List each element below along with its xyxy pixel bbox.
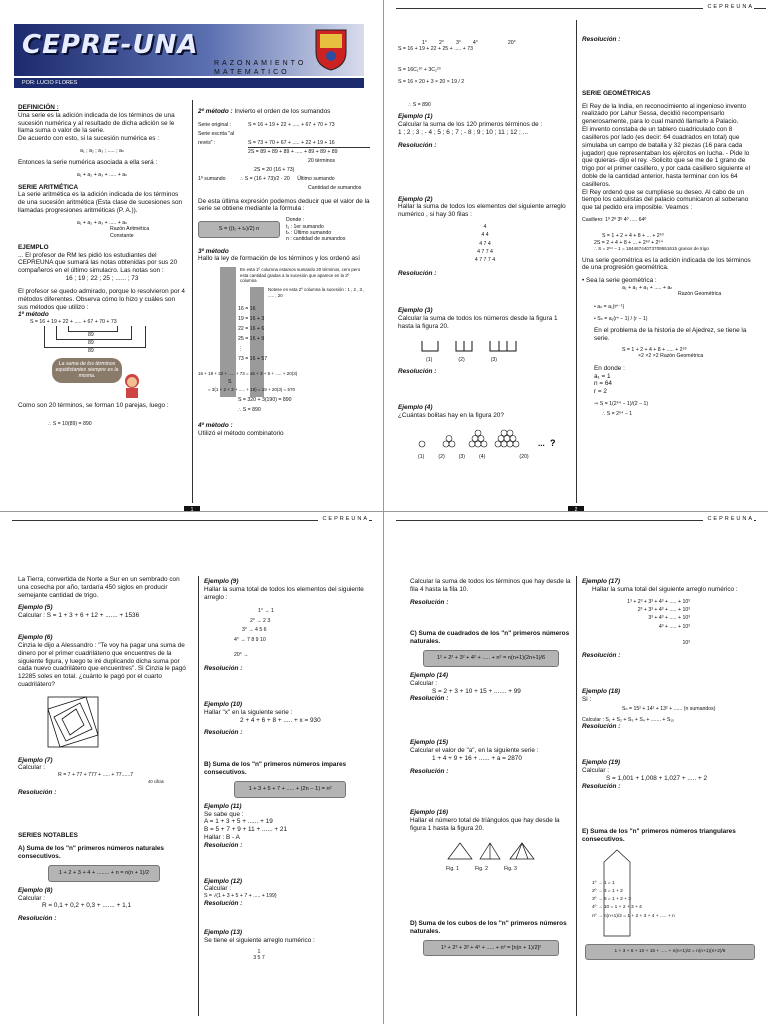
ej17-title: Ejemplo (17): [582, 578, 620, 585]
ej14-title: Ejemplo (14): [410, 671, 448, 679]
ej16-figures: [444, 839, 572, 866]
notables-title: SERIES NOTABLES: [18, 832, 78, 840]
ej16-title: Ejemplo (16): [410, 809, 448, 817]
m3-text: Hallo la ley de formación de los términos y los ordenó así: [198, 255, 360, 263]
ej14-res: Resolución :: [410, 695, 449, 703]
b-title: B) Suma de los "n" primeros números impares consecutivos.: [204, 761, 347, 777]
m2-formula: S = ((t₁ + tₙ)/2) n: [198, 221, 280, 238]
ej10-res: Resolución :: [204, 729, 243, 737]
top-sum-block: 1° 2° 3° 4° 20° S = 16 + 19 + 22 + 25 + ..... + 73 S = 16C₁²⁰ + 3C₂²⁰ S = 16 × 20 + 3 × 20 × 19 / 2: [398, 40, 516, 86]
ej18-res: Resolución :: [582, 723, 621, 731]
page-1: [0, 0, 384, 512]
d-title: D) Suma de los cubos de los "n" primeros números naturales.: [410, 919, 567, 935]
ej2-res: Resolución :: [398, 269, 437, 277]
ej9-title: Ejemplo (9): [204, 578, 239, 585]
m3-title: 3º método: [198, 247, 229, 255]
arit-note: Razón Aritmética Constante: [110, 226, 150, 239]
ej19-res: Resolución :: [582, 782, 621, 790]
ej3-figures: [420, 337, 572, 357]
def-text2: De acuerdo con esto, si la sucesión numérica es :: [18, 135, 160, 143]
ej-text2: El profesor se quedo admirado, porque lo resolvieron por 4 métodos diferentes. Observa cómo lo hizo y cuáles son sus métodos que utilizo :: [18, 287, 185, 311]
author-bar: [14, 78, 364, 88]
d-formula: 1³ + 2³ + 3³ + 4³ + ..... + n³ = [n(n + 1)/2]²: [423, 940, 559, 957]
top-res: Resolución :: [582, 36, 621, 43]
m2-formula-row: S = ((t₁ + tₙ)/2) n Donde : t₁ : 1er sumando tₙ : Último sumando n : cantidad de sumandos: [198, 217, 370, 242]
ej11-title: Ejemplo (11): [204, 802, 242, 810]
arit-formula: a₁ + a₂ + a₃ + ..... + aₙ: [76, 219, 128, 226]
m3-diagram: En esta 1º columna estamos sumando 20 términos, cero pero esta cantidad gradas a la sucesión que aparece en la 2º columna Notese en esta 2º columna la sucesión : 1 , 2 , 3 , ..... , 20 16 = 16 19 = 16 + 3 22 = 16 + 6 25 = 16 + 9 ⋮ 73 = 16 + 57 16 + 19 + 22 + ..... + 73 = 16 + 3 + 6 + ..... + 20(3) S = 3(1 + 2 + 3 + ..... + 19) = 19 + 20(3) = 570 S = 320 + 3(190) = 890 ∴ S = 890: [198, 267, 365, 414]
ej17-res: Resolución :: [582, 652, 621, 660]
author: POR: LUCIO FLORES: [22, 80, 78, 86]
svg-text:?: ?: [550, 437, 556, 448]
page-4: CEPREUNA Calcular la suma de todos los términos que hay desde la fila 4 hasta la fila 10. Resolución : C) Suma de cuadrados de los "n" primeros números naturales. 1² + 2² + 3² + 4² + ..... + n² = n(n+1)(2n+1)/6 Ejemplo (14) Calcular : S = 2 + 3 + 10 + 15 + ....... + 99 Resolución : Ejemplo (15) Calcular el valor de "a", en la siguiente serie : 1 + 4 + 9 + 16 + ...... + a = 2870 Resolución : Ejemplo (16) Hallar el número total de triángulos que hay desde la figura 1 hasta la figura 20. Fig. 1 Fig. 2 Fig. 3 D) Suma de los cubos de los "n" primeros números naturales. 1³ + 2³ + 3³ + 4³ + ..... + n³ = [n(n + 1)/2]² Ejemplo (17) Hallar la suma total del siguiente arreglo numérico : 1³ + 2³ + 3³ + 4³ + ..... + 10³ 2³ + 3³ + 4³ + ..... + 10³ 3³ + 4³ + ..... + 10³ 4³ + ..... + 10³ 10³ Resolución : Ejemplo (18) Si : Sₙ = 15² + 14² + 13² + ...... (n sumandos) Calcular : S₁ + S₂ + S₃ + S₄ + ....... + S₁₅ Resolución : Ejemplo (19) Calcular : S = 1,001 + 1,008 + 1,027 + ..... + 2 Resolución : E) Suma de los "n" primeros números triangulares consecutivos. 1º → 1 = 1 2º → 3 = 1 + 2 3º → 6 = 1 + 2 + 3 4º → 10 = 1 + 2 + 3 + 4 nº → n(n+1)/2 = 1 + 2 + 3 + 4 + ..... + n 1 + 3 + 6 + 10 + 15 + ..... + n(n+1)/2 = n(n+1)(n+2)/6: [384, 512, 768, 1024]
ej11-res: Resolución :: [204, 841, 243, 849]
m1-title: 1º método: [18, 311, 49, 319]
character-icon: [118, 372, 146, 405]
ej1-title: Ejemplo (1): [398, 113, 433, 121]
m4-text: Utilizó el método combinatorio: [198, 430, 284, 437]
ej9-array: 1° → 1 2° → 2 3 3° → 4 5 6 4° → 7 8 9 10 20° →: [234, 608, 274, 658]
ej2-array: 4 4 4 4 7 4 4 7 7 4 4 7 7 7 4: [474, 224, 496, 264]
a-title: A) Suma de los "n" primeros números naturales consecutivos.: [18, 845, 164, 861]
ej6-figure: [46, 695, 190, 752]
ej15-res: Resolución :: [410, 767, 449, 775]
m2-text: Invierto el orden de los sumandos: [234, 108, 331, 115]
ej7-title: Ejemplo (7): [18, 756, 53, 764]
m4-title: 4º método :: [198, 422, 233, 430]
m2-deduce: De esta última expresión podemos deducir que el valor de la serie se obtiene mediante la fórmula :: [198, 197, 370, 213]
header: CEPREUNA: [318, 516, 369, 523]
ej7-res: Resolución :: [18, 788, 57, 796]
arit-text: La serie aritmética es la adición indicada de los términos de una sucesión aritmética (Esta clase de sucesiones son llamadas progresiones aritméticas (P. A.)).: [18, 191, 183, 214]
arit-title: SERIE ARITMÉTICA: [18, 183, 79, 191]
svg-text:...: ...: [538, 438, 545, 448]
ej-notes: 16 ; 19 ; 22 ; 25 ; ...... ; 73: [65, 275, 139, 283]
header: CEPREUNA: [703, 516, 754, 523]
ej17-array: 1³ + 2³ + 3³ + 4³ + ..... + 10³ 2³ + 3³ + 4³ + ..... + 10³ 3³ + 4³ + ..... + 10³ 4³ + ..... + 10³ 10³: [627, 598, 690, 646]
m1-conc: Como son 20 términos, se forman 10 parejas, luego :: [18, 401, 169, 409]
crest-icon: [308, 26, 354, 72]
ej18-title: Ejemplo (18): [582, 688, 620, 695]
page-2: CEPREUNA 1° 2° 3° 4° 20° S = 16 + 19 + 22 + 25 + ..... + 73 S = 16C₁²⁰ + 3C₂²⁰ S = 16 × 20 + 3 × 20 × 19 / 2 ∴ S = 890 Ejemplo (1) Calcular la suma de los 120 primeros términos de : 1 ; 2 ; 3 ; - 4 ; 5 ; 6 ; 7 ; - 8 ; 9 ; 10 ; 11 ; 12 ; ... Resolución : Ejemplo (2) Hallar la suma de todos los elementos del siguiente arreglo numérico , si hay 30 filas : 4 4 4 4 7 4 4 7 7 4 4 7 7 7 4 Resolución : Ejemplo (3) Calcular la suma de todos los números desde la figura 1 hasta la figura 20. (1) (2) (3) Resolución : Ejemplo (4) ¿Cuántas bolitas hay en la figura 20? ... ? (1) (2) (3) (4) (20) Resolución : SERIE GEOMÉTRICAS El Rey de la India, en reconocimiento al ingenioso invento realizado por Lahur Sessa, decidió recompensarlo generosamente, para lo cual mandó llamarlo a Palacio. El invento constaba de un tablero cuadriculado con 8 casilleros por lado (es decir: 64 cuadrados en total) que simulaba un campo de batalla y 32 piezas (16 para cada jugador) que representaban los ejércitos en lucha. - Pide lo que quieras- dijo el rey. -Solicito que se me de 1 grano de trigo por el primer casillero, y por cada casillero siguiente el doble de la cantidad anterior, hasta terminar con los 64 casilleros. El Rey ordenó que se cumpliese su deseo. Al cabo de un tiempo los calculistas del palacio comunicaron al soberano que tal pedido era imposible. Veamos : Casillero: 1º 2º 3º 4º ..... 64º S = 1 + 2 + 4 + 8 + ... + 2⁶³ 2S = 2 + 4 + 8 + ... + 2⁶³ + 2⁶⁴ ∴ S = 2⁶⁴ − 1 = 18446744073709551615 granos de trigo Una serie geométrica es la adición indicada de los términos de una progresión geométrica. • Sea la serie geométrica : a₁ + a₂ + a₃ + ..... + aₙ Razón Geométrica • aₙ = a₁(rⁿ⁻¹) • Sₙ = a₁(rⁿ − 1) / (r − 1) En el problema de la historia de el Ajedrez, se tiene la serie. S = 1 + 2 + 4 + 8 + ..... + 2⁶³ ×2 ×2 ×2 Razón Geométrica En donde : a₁ = 1 n = 64 r = 2 ⇒ S = 1(2⁶⁴ − 1)/(2 − 1) ∴ S = 2⁶⁴ − 1 2: [384, 0, 768, 512]
e-title: E) Suma de los "n" primeros números triangulares consecutivos.: [582, 828, 736, 844]
m1-pairs: 89 89 89: [18, 326, 186, 354]
ej-text: ... El profesor de RM les pidió los estudiantes del CEPREUNA que sumará las notas obtenidas por sus 20 compañeros en el último simulacro. Las notas son :: [18, 251, 178, 275]
def-series: a₁ + a₂ + a₃ + ..... + aₙ: [76, 172, 128, 179]
ej10-title: Ejemplo (10): [204, 701, 242, 709]
b-formula: 1 + 3 + 5 + 7 + ..... + (2n − 1) = n²: [234, 781, 346, 798]
m2-title: 2º método :: [198, 108, 233, 115]
ej6-title: Ejemplo (6): [18, 634, 53, 642]
ej3-title: Ejemplo (3): [398, 307, 433, 315]
ej4-figures: [398, 428, 572, 455]
ej8-res: Resolución :: [18, 915, 57, 923]
bubble-text: La suma de los términos equidistantes siempre es la misma.: [52, 358, 122, 383]
banner-course: RAZONAMIENTO MATEMATICO: [214, 60, 307, 76]
banner-logo: CEPRE-UNA: [22, 30, 199, 60]
ej12-title: Ejemplo (12): [204, 877, 242, 885]
header: CEPREUNA: [703, 4, 754, 11]
ej1-res: Resolución :: [398, 141, 437, 149]
m2-block: Serie original : S = 16 + 19 + 22 + ..... + 67 + 70 + 73 Serie escrita "al revés" : S = 73 + 70 + 67 + ..... + 22 + 19 + 16 2S = 89 + 89 + 89 + ..... + 89 + 89 + 89 20 términos 2S = 20 (16 + 73) 1º sumando ∴ S = (16 + 73)/2 · 20 Último sumando Cantidad de sumandos: [198, 121, 370, 193]
ej2-title: Ejemplo (2): [398, 195, 433, 203]
def-text3: Entonces la serie numérica asociada a ella será :: [18, 159, 158, 167]
ej5-title: Ejemplo (5): [18, 604, 53, 612]
ej13-title: Ejemplo (13): [204, 929, 242, 937]
e-diagram: 1º → 1 = 1 2º → 3 = 1 + 2 3º → 6 = 1 + 2 + 3 4º → 10 = 1 + 2 + 3 + 4 nº → n(n+1)/2 = 1 + 2 + 3 + 4 + ..... + n: [582, 848, 758, 940]
bubble: [18, 354, 186, 402]
ej9-res: Resolución :: [204, 665, 243, 673]
ej8-title: Ejemplo (8): [18, 886, 53, 894]
def-seq: a₁ ; a₂ ; a₃ ; ..... ; aₙ: [80, 148, 124, 155]
e-formula: 1 + 3 + 6 + 10 + 15 + ..... + n(n+1)/2 = n(n+1)(n+2)/6: [585, 944, 755, 960]
m1-result: ∴ S = 10(89) = 890: [48, 421, 92, 428]
a-formula: 1 + 2 + 3 + 4 + ........ + n = n(n + 1)/2: [48, 865, 160, 882]
def-title: DEFINICIÓN :: [18, 104, 59, 111]
page-number: 2: [568, 506, 584, 512]
top-res: Resolución :: [410, 598, 449, 606]
c-title: C) Suma de cuadrados de los "n" primeros números naturales.: [410, 630, 570, 646]
ej15-title: Ejemplo (15): [410, 739, 448, 747]
ej-title: EJEMPLO: [18, 243, 49, 251]
c-formula: 1² + 2² + 3² + 4² + ..... + n² = n(n+1)(2n+1)/6: [423, 650, 559, 667]
def-text: Una serie es la adición indicada de los términos de una sucesión numérica y al resultado de dicha adición se le llama suma o valor de la serie.: [18, 111, 175, 135]
ej19-title: Ejemplo (19): [582, 759, 620, 767]
banner: [14, 24, 364, 76]
page-3: CEPREUNA La Tierra, convertida de Norte a Sur en un sembrado con una cosecha por año, tardaría 450 siglos en producir semejante cantidad de trigo. Ejemplo (5) Calcular : S = 1 + 3 + 6 + 12 + ....... + 1536 Ejemplo (6) Cinzia le dijo a Alessandro : "Te voy ha pagar una suma de dinero por el primer cuadriláteno que encuentres de la siguiente figura, y luego te iré duplicando dicha suma por cada nuevo cuadrilátero que encuentres". Si Cinzia le pagó 12285 soles en total. ¿cuánto le pagó por el cuarto cuadrilátero? Ejemplo (7) Calcular : R = 7 + 77 + 777 + ..... + 77......7 40 cifras Resolución : SERIES NOTABLES A) Suma de los "n" primeros números naturales consecutivos. 1 + 2 + 3 + 4 + ........ + n = n(n + 1)/2 Ejemplo (8) Calcular : R = 0,1 + 0,2 + 0,3 + ....... + 1,1 Resolución : Ejemplo (9) Hallar la suma total de todos los elementos del siguiente arreglo : 1° → 1 2° → 2 3 3° → 4 5 6 4° → 7 8 9 10 20° → Resolución : Ejemplo (10) Hallar "x" en la siguiente serie : 2 + 4 + 6 + 8 + ..... + x = 930 Resolución : B) Suma de los "n" primeros números impares consecutivos. 1 + 3 + 5 + 7 + ..... + (2n − 1) = n² Ejemplo (11) Se sabe que : A = 1 + 3 + 5 + ...... + 19 B = 5 + 7 + 9 + 11 + ...... + 21 Hallar : B - A Resolución : Ejemplo (12) Calcular : S = √(1 + 3 + 5 + 7 + ..... + 199) Resolución : Ejemplo (13) Se tiene el siguiente arreglo numérico : 1 3 5 7: [0, 512, 384, 1024]
ej12-res: Resolución :: [204, 899, 243, 907]
ej4-title: Ejemplo (4): [398, 404, 433, 411]
geo-title: SERIE GEOMÉTRICAS: [582, 89, 651, 97]
m1-sum: S = 16 + 19 + 22 + ..... + 67 + 70 + 73: [30, 319, 117, 326]
ej3-res: Resolución :: [398, 368, 437, 376]
page-number: 1: [184, 506, 200, 512]
